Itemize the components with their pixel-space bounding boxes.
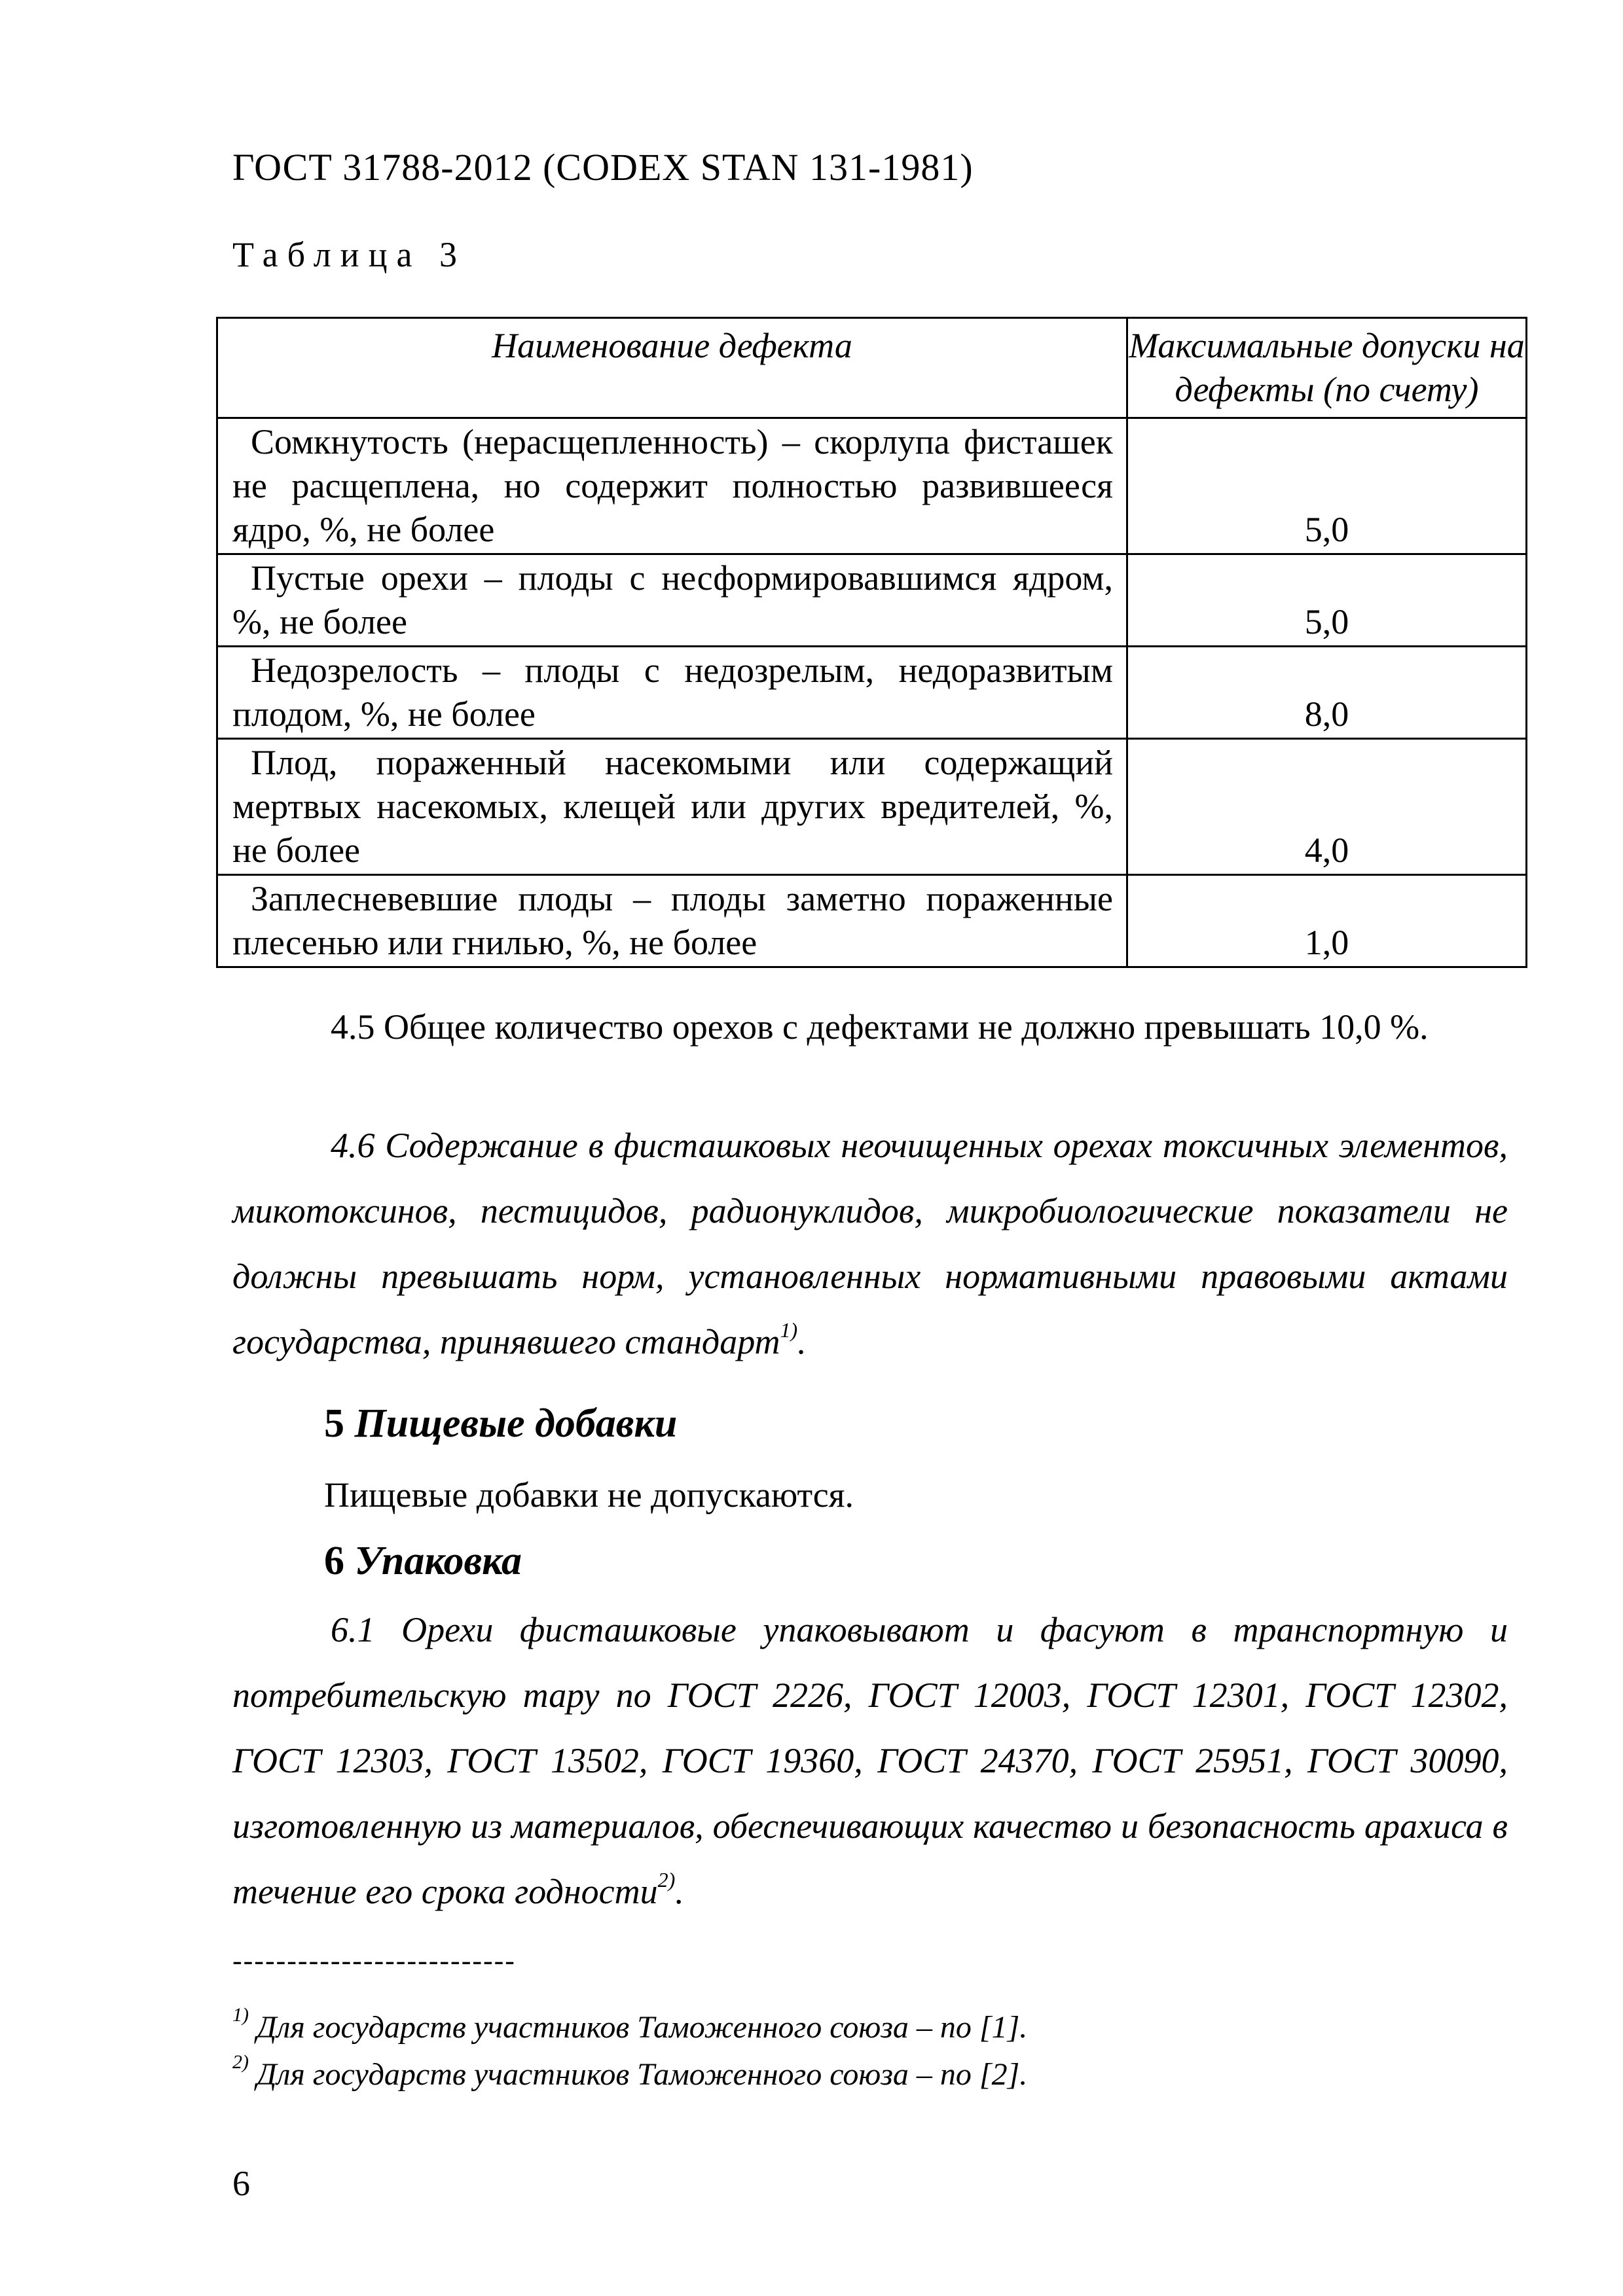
footnote-1-mark: 1) — [232, 2004, 249, 2026]
section-5-number: 5 — [324, 1401, 344, 1446]
footnote-separator: -------------------------- — [232, 1945, 516, 1977]
table-caption: Таблица 3 — [232, 235, 466, 274]
defect-name: Пустые орехи – плоды с несформировавшимся ядром, %, не более — [217, 554, 1127, 647]
section-5-title: Пищевые добавки — [354, 1401, 678, 1446]
defect-value: 4,0 — [1127, 739, 1527, 875]
footnote-ref-1: 1) — [780, 1318, 798, 1342]
table-row — [217, 418, 1527, 554]
table-row — [217, 554, 1527, 647]
defect-name: Заплесневевшие плоды – плоды заметно пораженные плесенью или гнилью, %, не более — [217, 875, 1127, 967]
defect-value: 5,0 — [1127, 554, 1527, 647]
section-6-heading — [324, 1538, 522, 1585]
footnote-1 — [232, 2004, 1028, 2045]
section-5-heading — [324, 1401, 677, 1447]
footnote-1-text: Для государств участников Таможенного союза – по [1]. — [249, 2010, 1028, 2045]
header-defect-name: Наименование дефекта — [217, 318, 1127, 418]
section-6-title: Упаковка — [354, 1539, 522, 1583]
table-row — [217, 739, 1527, 875]
defect-value: 1,0 — [1127, 875, 1527, 967]
header-max-tolerance: Максимальные допуски на дефекты (по счету) — [1127, 318, 1527, 418]
table-row — [217, 647, 1527, 739]
footnote-ref-2: 2) — [657, 1868, 676, 1892]
footnote-2-text: Для государств участников Таможенного союза – по [2]. — [249, 2057, 1028, 2092]
paragraph-6-1-text: 6.1 Орехи фисташковые упаковывают и фасуют в транспортную и потребительскую тару по ГОСТ 2226, ГОСТ 12003, ГОСТ 12301, ГОСТ 12302, ГОСТ 12303, ГОСТ 13502, ГОСТ 19360, ГОСТ 24370, ГОСТ 25951, ГОСТ 30090, изготовленную из материалов, обеспечивающих качество и безопасность арахиса в течение его срока годности — [232, 1610, 1508, 1911]
defect-value: 8,0 — [1127, 647, 1527, 739]
footnote-2-mark: 2) — [232, 2051, 249, 2073]
section-6-number: 6 — [324, 1539, 344, 1583]
footnote-2 — [232, 2051, 1028, 2092]
paragraph-4-6 — [232, 1113, 1508, 1374]
paragraph-6-1 — [232, 1597, 1508, 1924]
paragraph-4-6-end: . — [797, 1322, 807, 1361]
table-row — [217, 875, 1527, 967]
paragraph-6-1-end: . — [675, 1872, 684, 1911]
section-5-text: Пищевые добавки не допускаются. — [324, 1475, 854, 1515]
paragraph-4-5: 4.5 Общее количество орехов с дефектами не должно превышать 10,0 %. — [331, 1007, 1429, 1047]
defects-table — [216, 317, 1527, 968]
table-header-row — [217, 318, 1527, 418]
page-number: 6 — [232, 2164, 250, 2203]
paragraph-4-6-text: 4.6 Содержание в фисташковых неочищенных орехах токсичных элементов, микотоксинов, пестицидов, радионуклидов, микробиологические показатели не должны превышать норм, установленных нормативными правовыми актами государства, принявшего стандарт — [232, 1126, 1508, 1361]
defect-name: Сомкнутость (нерасщепленность) – скорлупа фисташек не расщеплена, но содержит полностью развившееся ядро, %, не более — [217, 418, 1127, 554]
defect-value: 5,0 — [1127, 418, 1527, 554]
document-header: ГОСТ 31788-2012 (CODEX STAN 131-1981) — [232, 146, 974, 188]
defect-name: Недозрелость – плоды с недозрелым, недоразвитым плодом, %, не более — [217, 647, 1127, 739]
defect-name: Плод, пораженный насекомыми или содержащий мертвых насекомых, клещей или других вредителей, %, не более — [217, 739, 1127, 875]
